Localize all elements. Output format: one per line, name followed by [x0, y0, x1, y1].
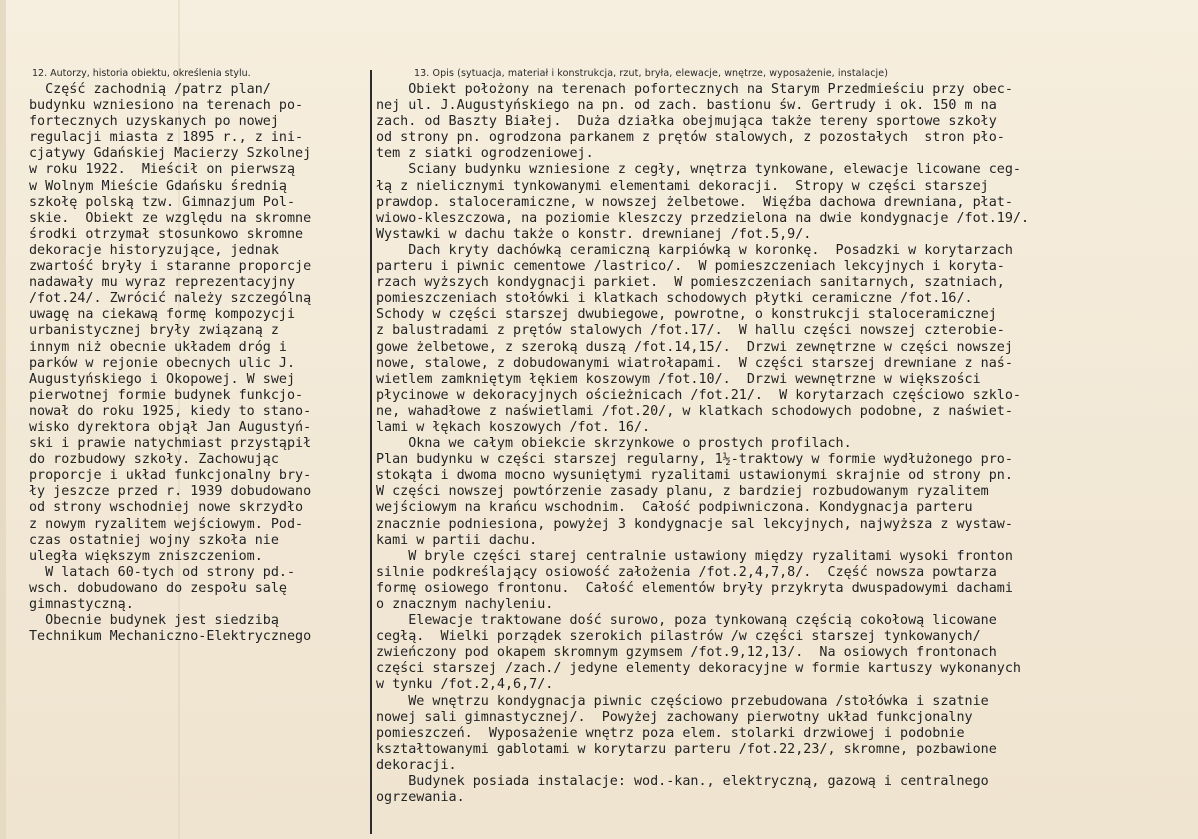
- right-text-line: o znacznym nachyleniu.: [376, 597, 554, 612]
- right-text-line: nowe, stalowe, z dobudowanymi wiatrołapami. W części starszej drewniane z naś-: [376, 355, 1013, 371]
- left-text-line: skie. Obiekt ze względu na skromne: [29, 210, 312, 226]
- left-text-line: Augustyńskiego i Okopowej. W swej: [29, 371, 296, 387]
- right-text-line: lami w łękach koszowych /fot. 16/.: [376, 419, 651, 435]
- right-text-line: gowe żelbetowe, z szeroką duszą /fot.14,15/. Drzwi zewnętrzne w części nowszej: [376, 339, 1013, 355]
- right-text-line: wejściowym na krańcu wschodnim. Całość podpiwniczona. Kondygnacja parteru: [376, 500, 973, 516]
- left-text-line: czas ostatniej wojny szkoła nie: [29, 532, 279, 548]
- left-text-line: w Wolnym Mieście Gdańsku średnią: [29, 178, 287, 194]
- left-text-line: do rozbudowy szkoły. Zachowując: [29, 452, 279, 468]
- right-text-line: pomieszczeń. Wyposażenie wnętrz poza elem. stolarki drzwiowej i podobnie: [376, 725, 965, 741]
- left-text-line: od strony wschodniej nowe skrzydło: [29, 500, 304, 516]
- left-text-line: ski i prawie natychmiast przystąpił: [29, 436, 312, 452]
- right-text-line: Elewacje traktowane dość surowo, poza tynkowaną częścią cokołową licowane: [376, 613, 997, 629]
- right-text-line: Wystawki w dachu także o konstr. drewnianej /fot.5,9/.: [376, 226, 812, 242]
- left-text-line: szkołę polską tzw. Gimnazjum Pol-: [29, 194, 296, 210]
- right-text-line: wiowo-kleszczowa, na poziomie kleszczy przedzielona na dwie kondygnacje /fot.19/.: [376, 210, 1030, 226]
- left-text-line: regulacji miasta z 1895 r., z ini-: [29, 130, 304, 146]
- left-text-line: pierwotnej formie budynek funkcjo-: [29, 387, 304, 403]
- left-text-line: W latach 60-tych od strony pd.-: [29, 564, 296, 580]
- right-text-line: Dach kryty dachówką ceramiczną karpiówką w koronkę. Posadzki w korytarzach: [376, 242, 1013, 258]
- left-text-line: cjatywy Gdańskiej Macierzy Szkolnej: [29, 146, 312, 162]
- right-text-line: znacznie podniesiona, powyżej 3 kondygnacje sal lekcyjnych, najwyższa z wystaw-: [376, 516, 1013, 532]
- right-text-line: nej ul. J.Augustyńskiego na pn. od zach. bastionu św. Gertrudy i ok. 150 m na: [376, 98, 997, 114]
- right-column-header: 13. Opis (sytuacja, materiał i konstrukcja, rzut, bryła, elewacje, wnętrze, wyposażenie, instalacje): [414, 68, 889, 79]
- left-text-line: ły jeszcze przed r. 1939 dobudowano: [29, 484, 312, 500]
- left-text-line: urbanistycznej bryły związaną z: [29, 323, 279, 339]
- right-text-line: dekoracji.: [376, 757, 457, 773]
- right-text-line: prawdop. staloceramiczne, w nowszej żelbetowe. Więźba dachowa drewniana, płat-: [376, 194, 1013, 210]
- right-text-line: Obiekt położony na terenach pofortecznych na Starym Przedmieściu przy obec-: [376, 82, 1013, 97]
- right-text-line: ogrzewania.: [376, 790, 465, 806]
- left-text-line: nadawały mu wyraz reprezentacyjny: [29, 275, 296, 291]
- left-text-line: Obecnie budynek jest siedzibą: [29, 613, 279, 629]
- right-text-line: łą z nielicznymi tynkowanymi elementami dekoracji. Stropy w części starszej: [376, 178, 989, 194]
- left-text-line: gimnastyczną.: [29, 597, 134, 612]
- left-column-header: 12. Autorzy, historia obiektu, określenia stylu.: [32, 68, 251, 79]
- left-text-line: uległa większym zniszczeniom.: [29, 548, 263, 564]
- right-text-line: kami w partii dachu.: [376, 532, 538, 548]
- left-text-line: innym niż obecnie układem dróg i: [29, 339, 287, 355]
- right-text-line: Okna we całym obiekcie skrzynkowe o prostych profilach.: [376, 436, 852, 452]
- right-text-line: stokąta i dwoma mocno wysuniętymi ryzalitami ustawionymi skrajnie od strony pn.: [376, 468, 1013, 484]
- left-text-line: Część zachodnią /patrz plan/: [29, 82, 271, 97]
- left-text-line: zwartość bryły i staranne proporcje: [29, 259, 312, 275]
- left-text-line: uwagę na ciekawą formę kompozycji: [29, 307, 296, 323]
- left-text-line: parków w rejonie obecnych ulic J.: [29, 355, 296, 371]
- right-column-text: [376, 82, 1176, 806]
- right-text-line: płycinowe w dekoracyjnych ościeżnicach /fot.21/. W korytarzach częściowo szklo-: [376, 387, 1021, 403]
- page-left-edge: [0, 0, 6, 839]
- left-text-line: w roku 1922. Mieścił on pierwszą: [29, 162, 296, 178]
- right-text-line: rzach wyższych kondygnacji parkiet. W pomieszczeniach sanitarnych, szatniach,: [376, 275, 1005, 291]
- right-text-line: nowej sali gimnastycznej/. Powyżej zachowany pierwotny układ funkcjonalny: [376, 709, 973, 725]
- right-text-line: ne, wahadłowe z naświetlami /fot.20/, w klatkach schodowych podobne, z naświet-: [376, 403, 1013, 419]
- right-text-line: Ściany budynku wzniesione z cegły, wnętrza tynkowane, elewacje licowane ceg-: [376, 162, 1021, 178]
- right-text-line: cegłą. Wielki porządek szerokich pilastrów /w części starszej tynkowanych/: [376, 629, 981, 645]
- left-text-line: wisko dyrektora objął Jan Augustyń-: [29, 419, 312, 435]
- right-text-line: We wnętrzu kondygnacja piwnic częściowo przebudowana /stołówka i szatnie: [376, 693, 989, 709]
- left-column-text: [29, 82, 369, 645]
- right-text-line: zwieńczony pod okapem skromnym gzymsem /fot.9,12,13/. Na osiowych frontonach: [376, 645, 997, 661]
- left-text-line: środki otrzymał stosunkowo skromne: [29, 226, 304, 242]
- right-text-line: w tynku /fot.2,4,6,7/.: [376, 677, 554, 693]
- right-text-line: pomieszczeniach stołówki i klatkach schodowych płytki ceramiczne /fot.16/.: [376, 291, 973, 307]
- left-text-line: dekoracje historyzujące, jednak: [29, 242, 279, 258]
- column-divider: [370, 70, 372, 834]
- left-text-line: budynku wzniesiono na terenach po-: [29, 98, 304, 114]
- left-text-line: proporcje i układ funkcjonalny bry-: [29, 468, 312, 484]
- right-text-line: W części nowszej powtórzenie zasady planu, z bardziej rozbudowanym ryzalitem: [376, 484, 989, 500]
- right-text-line: od strony pn. ogrodzona parkanem z prętów stalowych, z pozostałych stron pło-: [376, 130, 1005, 146]
- right-text-line: wietlem zamkniętym łękiem koszowym /fot.10/. Drzwi wewnętrzne w większości: [376, 371, 981, 387]
- right-text-line: Budynek posiada instalacje: wod.-kan., elektryczną, gazową i centralnego: [376, 774, 989, 790]
- right-text-line: silnie podkreślający osiowość założenia /fot.2,4,7,8/. Część nowsza powtarza: [376, 564, 997, 580]
- left-text-line: Technikum Mechaniczno-Elektrycznego: [29, 629, 312, 645]
- left-text-line: z nowym ryzalitem wejściowym. Pod-: [29, 516, 304, 532]
- right-text-line: Plan budynku w części starszej regularny, 1½-traktowy w formie wydłużonego pro-: [376, 452, 1013, 468]
- left-text-line: nował do roku 1925, kiedy to stano-: [29, 403, 312, 419]
- right-text-line: zach. od Baszty Białej. Duża działka obejmująca także tereny sportowe szkoły: [376, 114, 997, 130]
- right-text-line: W bryle części starej centralnie ustawiony między ryzalitami wysoki fronton: [376, 548, 1013, 564]
- right-text-line: parteru i piwnic cementowe /lastrico/. W pomieszczeniach lekcyjnych i koryta-: [376, 259, 1005, 275]
- right-text-line: tem z siatki ogrodzeniowej.: [376, 146, 594, 162]
- right-text-line: części starszej /zach./ jedyne elementy dekoracyjne w formie kartuszy wykonanych: [376, 661, 1021, 677]
- right-text-line: formę osiowego frontonu. Całość elementów bryły przykryta dwuspadowymi dachami: [376, 580, 1013, 596]
- right-text-line: z balustradami z prętów stalowych /fot.17/. W hallu części nowszej czterobie-: [376, 323, 1005, 339]
- right-text-line: kształtowanymi gablotami w korytarzu parteru /fot.22,23/, skromne, pozbawione: [376, 741, 997, 757]
- left-text-line: wsch. dobudowano do zespołu salę: [29, 580, 287, 596]
- right-text-line: Schody w części starszej dwubiegowe, powrotne, o konstrukcji staloceramicznej: [376, 307, 997, 323]
- left-text-line: /fot.24/. Zwrócić należy szczególną: [29, 291, 312, 307]
- left-text-line: fortecznych uzyskanych po nowej: [29, 114, 279, 130]
